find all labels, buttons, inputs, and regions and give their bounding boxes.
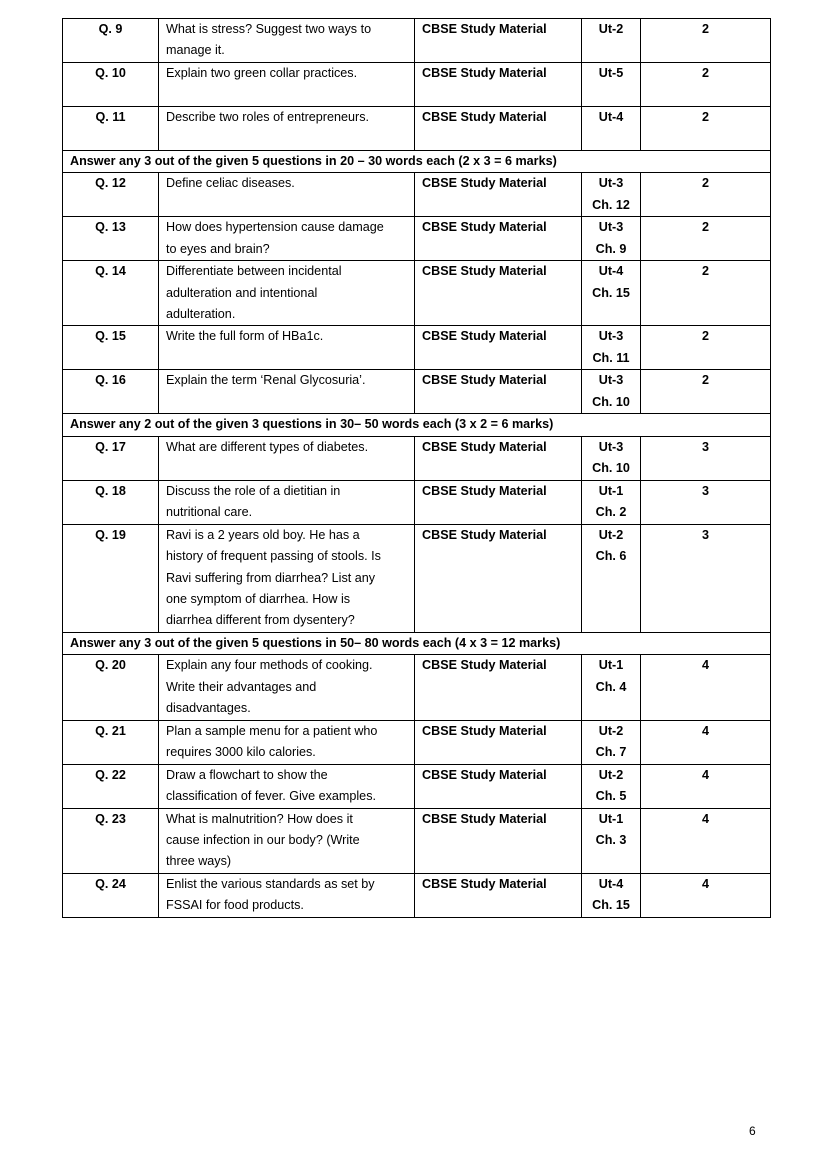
question-row	[63, 720, 771, 764]
question-number: Q. 23	[63, 808, 159, 873]
question-text-line: Explain two green collar practices.	[166, 66, 358, 80]
question-number: Q. 15	[63, 326, 159, 370]
question-source: CBSE Study Material	[415, 107, 582, 151]
question-number: Q. 21	[63, 720, 159, 764]
unit-chapter	[582, 524, 641, 632]
unit-label: Ut-2	[598, 723, 624, 738]
unit-label: Ut-4	[598, 264, 624, 279]
chapter-label: Ch. 10	[592, 394, 630, 409]
question-text-line: cause infection in our body? (Write	[166, 832, 360, 847]
question-number: Q. 18	[63, 480, 159, 524]
question-text-line: Ravi suffering from diarrhea? List any	[166, 570, 376, 585]
unit-label: Ut-2	[598, 527, 624, 542]
section-instruction: Answer any 3 out of the given 5 questions in 20 – 30 words each (2 x 3 = 6 marks)	[63, 151, 771, 173]
section-heading-row	[63, 632, 771, 654]
question-text	[159, 524, 415, 632]
unit-label: Ut-4	[598, 876, 624, 891]
question-text-line: Explain any four methods of cooking.	[166, 658, 373, 673]
unit-label: Ut-3	[598, 329, 624, 344]
section-instruction: Answer any 3 out of the given 5 questions in 50– 80 words each (4 x 3 = 12 marks)	[63, 632, 771, 654]
chapter-label: Ch. 12	[592, 197, 630, 212]
question-text-line: to eyes and brain?	[166, 241, 270, 256]
question-text-line: Plan a sample menu for a patient who	[166, 723, 378, 738]
question-marks: 2	[641, 326, 771, 370]
question-number: Q. 19	[63, 524, 159, 632]
question-row	[63, 480, 771, 524]
question-text-line: requires 3000 kilo calories.	[166, 744, 316, 759]
question-row	[63, 808, 771, 873]
question-row	[63, 524, 771, 632]
question-marks: 2	[641, 63, 771, 107]
question-row	[63, 764, 771, 808]
question-row	[63, 436, 771, 480]
question-text	[159, 107, 415, 151]
chapter-label: Ch. 2	[595, 505, 627, 520]
question-number: Q. 9	[63, 19, 159, 63]
question-number: Q. 11	[63, 107, 159, 151]
unit-chapter	[582, 873, 641, 917]
question-text-line: Draw a flowchart to show the	[166, 767, 328, 782]
unit-label: Ut-2	[598, 22, 624, 36]
question-source: CBSE Study Material	[415, 808, 582, 873]
chapter-label: Ch. 15	[592, 285, 630, 300]
question-row	[63, 173, 771, 217]
question-text	[159, 19, 415, 63]
question-marks: 2	[641, 217, 771, 261]
question-marks: 3	[641, 480, 771, 524]
question-number: Q. 16	[63, 370, 159, 414]
unit-label: Ut-3	[598, 220, 624, 235]
section-heading-row	[63, 151, 771, 173]
question-text-line: Write the full form of HBa1c.	[166, 329, 324, 344]
question-text-line: adulteration and intentional	[166, 285, 318, 300]
unit-label: Ut-3	[598, 176, 624, 191]
question-source: CBSE Study Material	[415, 63, 582, 107]
chapter-label: Ch. 5	[595, 788, 627, 803]
question-row	[63, 63, 771, 107]
question-text-line: Differentiate between incidental	[166, 264, 342, 279]
question-text	[159, 480, 415, 524]
question-text	[159, 326, 415, 370]
unit-chapter	[582, 173, 641, 217]
unit-chapter	[582, 720, 641, 764]
question-text-line: diarrhea different from dysentery?	[166, 613, 355, 628]
unit-label: Ut-3	[598, 439, 624, 454]
question-text	[159, 436, 415, 480]
section-instruction: Answer any 2 out of the given 3 questions in 30– 50 words each (3 x 2 = 6 marks)	[63, 414, 771, 436]
question-source: CBSE Study Material	[415, 720, 582, 764]
question-source: CBSE Study Material	[415, 370, 582, 414]
question-marks: 3	[641, 524, 771, 632]
question-marks: 2	[641, 370, 771, 414]
question-text	[159, 173, 415, 217]
question-number: Q. 14	[63, 261, 159, 326]
unit-chapter	[582, 261, 641, 326]
question-table	[62, 18, 771, 918]
unit-chapter	[582, 436, 641, 480]
question-text	[159, 63, 415, 107]
chapter-label: Ch. 6	[595, 549, 627, 564]
question-text-line: nutritional care.	[166, 505, 253, 520]
unit-chapter	[582, 370, 641, 414]
chapter-label: Ch. 3	[595, 832, 627, 847]
question-number: Q. 13	[63, 217, 159, 261]
question-marks: 2	[641, 19, 771, 63]
question-text	[159, 261, 415, 326]
question-source: CBSE Study Material	[415, 326, 582, 370]
question-text-line: Write their advantages and	[166, 679, 317, 694]
question-source: CBSE Study Material	[415, 19, 582, 63]
question-number: Q. 22	[63, 764, 159, 808]
question-text-line: Ravi is a 2 years old boy. He has a	[166, 527, 360, 542]
page-number: 6	[749, 1124, 756, 1138]
unit-label: Ut-3	[598, 373, 624, 388]
unit-chapter	[582, 63, 641, 107]
question-text-line: How does hypertension cause damage	[166, 220, 384, 235]
question-row	[63, 19, 771, 63]
question-source: CBSE Study Material	[415, 173, 582, 217]
question-source: CBSE Study Material	[415, 261, 582, 326]
question-number: Q. 24	[63, 873, 159, 917]
question-text-line: What are different types of diabetes.	[166, 439, 369, 454]
question-text-line: three ways)	[166, 854, 232, 869]
unit-chapter	[582, 19, 641, 63]
unit-label: Ut-1	[598, 811, 624, 826]
question-source: CBSE Study Material	[415, 524, 582, 632]
question-text	[159, 217, 415, 261]
question-marks: 4	[641, 764, 771, 808]
question-text-line: FSSAI for food products.	[166, 898, 304, 913]
unit-chapter	[582, 655, 641, 720]
question-row	[63, 655, 771, 720]
chapter-label: Ch. 15	[592, 898, 630, 913]
question-source: CBSE Study Material	[415, 873, 582, 917]
question-text-line: adulteration.	[166, 307, 236, 322]
unit-label: Ut-2	[598, 767, 624, 782]
question-text	[159, 655, 415, 720]
question-row	[63, 326, 771, 370]
question-table-body	[63, 19, 771, 918]
question-text	[159, 720, 415, 764]
question-text	[159, 370, 415, 414]
question-source: CBSE Study Material	[415, 217, 582, 261]
question-marks: 4	[641, 808, 771, 873]
question-marks: 2	[641, 261, 771, 326]
question-row	[63, 370, 771, 414]
question-text-line: Discuss the role of a dietitian in	[166, 483, 341, 498]
question-text	[159, 764, 415, 808]
question-row	[63, 261, 771, 326]
question-source: CBSE Study Material	[415, 764, 582, 808]
question-row	[63, 107, 771, 151]
question-text-line: What is stress? Suggest two ways to	[166, 22, 372, 36]
question-text-line: What is malnutrition? How does it	[166, 811, 353, 826]
chapter-label: Ch. 4	[595, 679, 627, 694]
question-text	[159, 808, 415, 873]
unit-chapter	[582, 107, 641, 151]
question-source: CBSE Study Material	[415, 655, 582, 720]
question-number: Q. 17	[63, 436, 159, 480]
question-number: Q. 10	[63, 63, 159, 107]
unit-chapter	[582, 326, 641, 370]
unit-chapter	[582, 480, 641, 524]
question-marks: 4	[641, 873, 771, 917]
unit-label: Ut-4	[598, 110, 624, 124]
unit-chapter	[582, 808, 641, 873]
question-text-line: Define celiac diseases.	[166, 176, 295, 191]
question-text-line: disadvantages.	[166, 701, 251, 716]
question-row	[63, 217, 771, 261]
unit-label: Ut-5	[598, 66, 624, 80]
question-marks: 2	[641, 107, 771, 151]
question-text	[159, 873, 415, 917]
question-text-line: Describe two roles of entrepreneurs.	[166, 110, 369, 124]
chapter-label: Ch. 11	[592, 350, 630, 365]
question-number: Q. 20	[63, 655, 159, 720]
chapter-label: Ch. 10	[592, 461, 630, 476]
question-row	[63, 873, 771, 917]
chapter-label: Ch. 7	[595, 744, 627, 759]
question-marks: 2	[641, 173, 771, 217]
question-source: CBSE Study Material	[415, 436, 582, 480]
section-heading-row	[63, 414, 771, 436]
question-source: CBSE Study Material	[415, 480, 582, 524]
question-text-line: Explain the term ‘Renal Glycosuria’.	[166, 373, 366, 388]
unit-label: Ut-1	[598, 658, 624, 673]
question-marks: 4	[641, 720, 771, 764]
question-text-line: Enlist the various standards as set by	[166, 876, 375, 891]
question-marks: 4	[641, 655, 771, 720]
question-text-line: history of frequent passing of stools. Is	[166, 549, 381, 564]
unit-chapter	[582, 764, 641, 808]
chapter-label: Ch. 9	[595, 241, 627, 256]
question-text-line: classification of fever. Give examples.	[166, 788, 376, 803]
question-marks: 3	[641, 436, 771, 480]
question-text-line: manage it.	[166, 43, 225, 58]
unit-label: Ut-1	[598, 483, 624, 498]
question-text-line: one symptom of diarrhea. How is	[166, 592, 351, 607]
question-number: Q. 12	[63, 173, 159, 217]
unit-chapter	[582, 217, 641, 261]
